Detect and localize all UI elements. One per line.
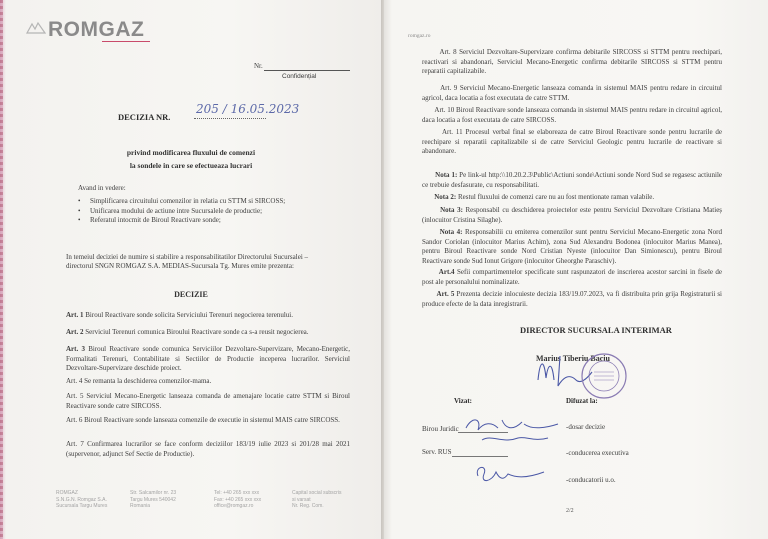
decision-title: DECIZIA NR.: [118, 112, 171, 122]
legal-basis-line-2: directorul SNGN ROMGAZ S.A. MEDIAS-Sucursala Tg. Mures emite prezenta:: [66, 262, 294, 270]
footer-column-1: ROMGAZ S.N.G.N. Romgaz S.A. Sucursala Targu Mures: [56, 490, 108, 509]
article-8: Art. 8 Serviciul Dezvoltare-Supervizare confirma debitarile SIRCOSS si STTM pentru reechipari, reactivari si abandonari, Serviciul Mecano-Energetic confirma debitarile SIRCOSS si STTM pentru reparatii capitalizabile.: [422, 48, 722, 75]
vizat-row-rus: Serv. RUS: [422, 448, 452, 456]
note-1: Nota 1: Pe link-ul http:\\10.20.2.3\Public\Actiuni sonde\Actiuni sonde Nord Sud se regasesc actiunile ce trebuie desfasurate, cu responsabilitati.: [422, 171, 723, 189]
intro-text: Avand in vedere:: [78, 184, 126, 192]
article-2: Art. 2 Serviciul Terenuri comunica Biroului Reactivare sonde ca s-a reusit negocierea.: [66, 328, 309, 336]
footer-column-3: Tel: +40 265 xxx xxx Fax: +40 265 xxx xxx office@romgaz.ro: [214, 490, 262, 509]
subtitle-line-1: privind modificarea fluxului de comenzi: [126, 148, 256, 157]
article-5-right: Art. 5 Prezenta decizie inlocuieste decizia 183/19.07.2023, va fi distribuita prin grija Registraturii si produce efecte de la data inregistrarii.: [422, 290, 723, 308]
header-small: romgaz.ro: [408, 33, 431, 39]
subtitle-line-2: la sondele in care se efectueaza lucrari: [129, 161, 253, 170]
left-page: [0, 0, 382, 539]
vizat-label: Vizat:: [454, 397, 473, 405]
decision-number-handwritten: 205 / 16.05.2023: [196, 102, 300, 116]
difuzat-row-conducere: -conducerea executiva: [566, 449, 629, 457]
article-4-right: Art.4 Sefii compartimentelor specificate sunt raspunzatori de inscrierea acestor sarcini in fisele de post ale personalului nominalizate.: [422, 268, 723, 286]
article-7: Art. 7 Confirmarea lucrarilor se face conform deciziilor 183/19 iulie 2023 si 201/28 mai 2021 (supervenor, adjunct Sef Sectie de Productie).: [66, 440, 350, 458]
juridic-signature-icon: [462, 410, 562, 450]
page-edge-stripe: [0, 0, 3, 539]
nr-blank-line: [264, 70, 350, 71]
article-9: Art. 9 Serviciul Mecano-Energetic lanseaza comanda in sistemul MAIS pentru redare in circuitul agricol, daca locatia a fost executata de catre STTM.: [422, 84, 722, 102]
difuzat-row-dosar: -dosar decizie: [566, 423, 606, 431]
list-item: • Simplificarea circuitului comenzilor in relatia cu STTM si SIRCOSS;: [90, 197, 285, 207]
note-2: Nota 2: Restul fluxului de comenzi care nu au fost mentionate raman valabile.: [434, 193, 655, 201]
vizat-line-rus: [452, 456, 508, 457]
note-3: Nota 3: Responsabil cu deschiderea proiectelor este pentru Serviciul Dezvoltare Cristiana Matieș (inlocuitor Cristina Silaghe).: [422, 206, 723, 224]
article-5: Art. 5 Serviciul Mecano-Energetic lanseaza comanda de amenajare locatie catre STTM si Biroul Reactivare sonde catre SIRCOSS.: [66, 392, 350, 410]
company-logo: ROMGAZ: [48, 18, 145, 41]
article-3: Art. 3 Biroul Reactivare sonde comunica Serviciilor Dezvoltare-Supervizare, Mecano-Energetic, Formalitati Terenuri, Contabilitate si Sectiilor de Productie inceperea lucrarilor. Serviciul Dezvoltare-Supervizare deschide proiect.: [66, 345, 351, 372]
official-stamp-icon: [580, 352, 628, 400]
confidential-label: Confidențial: [282, 73, 317, 80]
decizie-heading: DECIZIE: [174, 290, 208, 299]
difuzat-row-conducatori: -conducatorii u.o.: [566, 476, 616, 484]
article-4: Art. 4 Se remanta la deschiderea comenzilor-mama.: [66, 377, 212, 385]
note-4: Nota 4: Responsabilii cu emiterea comenzilor sunt pentru Serviciul Mecano-Energetic zona Nord Sandor Coriolan (inlocuitor Marius Achim), zona Sud Alexandru Bodonea (inlocuitor Marius Manea), pentru Biroul Reactivare sonde Nord Cristian Nyeste (inlocuitor Dan Simionescu), pentru Biroul Reactivare sonde Sud Ionut Grigore (inlocuitor Gheorghe Paraschiv).: [422, 228, 723, 265]
rus-signature-icon: [470, 458, 550, 488]
article-6: Art. 6 Biroul Reactivare sonde lanseaza comenzile de executie in sistemul MAIS catre SIRCOSS.: [66, 416, 340, 424]
article-1: Art. 1 Biroul Reactivare sonde solicita Serviciului Terenuri negocierea terenului.: [66, 311, 294, 319]
vizat-row-juridic: Birou Juridic: [422, 425, 459, 433]
list-item: • Referatul intocmit de Biroul Reactivare sonde;: [90, 216, 285, 226]
footer-column-4: Capital social subscris si varsat Nr. Reg. Com.: [292, 490, 342, 509]
director-title: DIRECTOR SUCURSALA INTERIMAR: [520, 325, 672, 335]
considerations-list: [90, 197, 285, 226]
decision-number-line: [194, 118, 266, 119]
article-11: Art. 11 Procesul verbal final se elaboreaza de catre Biroul Reactivare sonde pentru lucrarile de reechipare si reparatii capitalizabile si de catre Serviciul Geologic pentru lucrarile de reactivare si abandonare.: [422, 128, 723, 155]
romgaz-logo-icon: [26, 21, 46, 35]
logo-underline: [102, 41, 150, 42]
director-name: Marius Tiberiu Baciu: [536, 354, 610, 363]
nr-label: Nr.: [254, 62, 263, 70]
list-item: • Unificarea modului de actiune intre Sucursalele de productie;: [90, 207, 285, 217]
article-10: Art. 10 Biroul Reactivare sonde lanseaza comanda in sistemul MAIS pentru redare in circuitul agricol, daca locatia a fost executata de catre SIRCOSS.: [422, 106, 723, 124]
footer-column-2: Str. Salcamilor nr. 23 Targu Mures 540042 Romania: [130, 490, 177, 509]
page-number: 2/2: [566, 508, 574, 514]
difuzat-label: Difuzat la:: [566, 397, 598, 405]
legal-basis-line-1: In temeiul deciziei de numire si stabilire a responsabilitatilor Directorului Sucursalei –: [66, 253, 309, 261]
